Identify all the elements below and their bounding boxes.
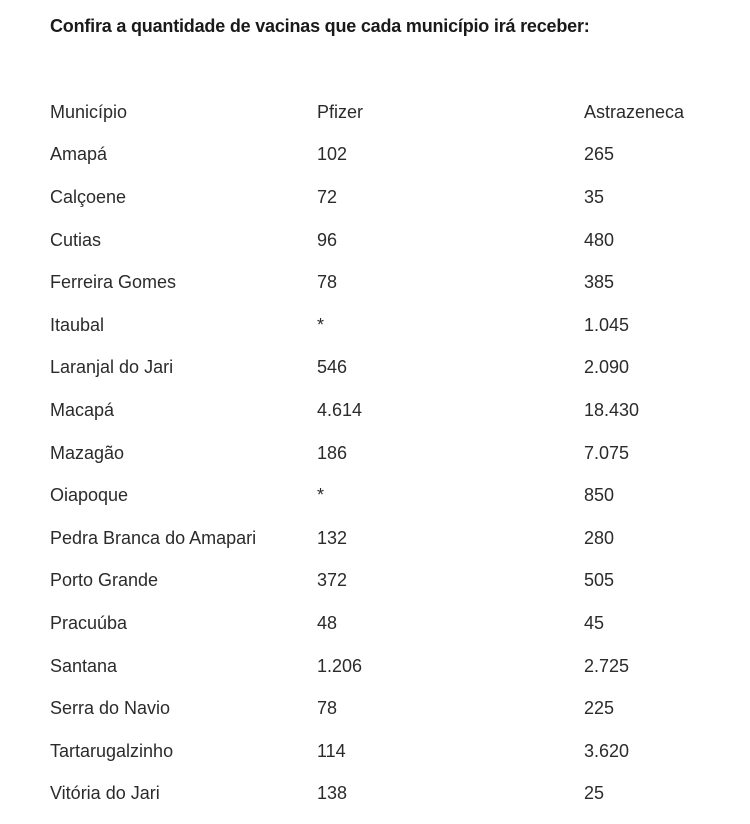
cell-municipio: Serra do Navio — [50, 698, 171, 719]
cell-municipio: Vitória do Jari — [50, 783, 160, 804]
table-row — [50, 602, 730, 645]
cell-pfizer: 78 — [317, 272, 338, 293]
table-row — [50, 474, 730, 517]
header-astrazeneca: Astrazeneca — [584, 101, 685, 122]
cell-municipio: Amapá — [50, 144, 108, 165]
cell-pfizer: 96 — [317, 229, 338, 250]
cell-pfizer: 186 — [317, 442, 348, 463]
header-pfizer: Pfizer — [317, 101, 364, 122]
cell-astrazeneca: 280 — [584, 527, 615, 548]
cell-pfizer: 546 — [317, 357, 348, 378]
table-row — [50, 134, 730, 177]
cell-pfizer: 102 — [317, 144, 348, 165]
table-row — [50, 389, 730, 432]
cell-astrazeneca: 265 — [584, 144, 615, 165]
cell-municipio: Macapá — [50, 399, 115, 420]
cell-pfizer: 48 — [317, 612, 338, 633]
header-municipio: Município — [50, 101, 128, 122]
table-body — [50, 134, 730, 816]
table-header-row — [50, 91, 730, 134]
table-row — [50, 219, 730, 262]
cell-municipio: Tartarugalzinho — [50, 740, 174, 761]
cell-pfizer: 138 — [317, 783, 348, 804]
cell-astrazeneca: 18.430 — [584, 399, 640, 420]
cell-municipio: Ferreira Gomes — [50, 272, 177, 293]
table-row — [50, 261, 730, 304]
cell-astrazeneca: 850 — [584, 485, 615, 506]
cell-pfizer: 114 — [317, 740, 346, 761]
cell-astrazeneca: 225 — [584, 698, 615, 719]
cell-pfizer: 132 — [317, 527, 348, 548]
cell-astrazeneca: 385 — [584, 272, 615, 293]
cell-pfizer: * — [317, 485, 325, 506]
cell-pfizer: 72 — [317, 186, 338, 207]
table-row — [50, 176, 730, 219]
cell-pfizer: * — [317, 314, 325, 335]
cell-municipio: Pracuúba — [50, 612, 128, 633]
table-row — [50, 687, 730, 730]
cell-municipio: Porto Grande — [50, 570, 159, 591]
cell-astrazeneca: 3.620 — [584, 740, 630, 761]
table-row — [50, 773, 730, 816]
cell-astrazeneca: 480 — [584, 229, 615, 250]
cell-astrazeneca: 35 — [584, 186, 605, 207]
cell-pfizer: 78 — [317, 698, 338, 719]
vaccine-distribution-table — [50, 91, 730, 815]
cell-municipio: Laranjal do Jari — [50, 357, 174, 378]
table-row — [50, 347, 730, 390]
page-heading: Confira a quantidade de vacinas que cada município irá receber: — [50, 16, 590, 36]
cell-municipio: Oiapoque — [50, 485, 129, 506]
cell-municipio: Pedra Branca do Amapari — [50, 527, 257, 548]
table-row — [50, 730, 730, 773]
cell-astrazeneca: 25 — [584, 783, 605, 804]
cell-astrazeneca: 1.045 — [584, 314, 630, 335]
cell-pfizer: 4.614 — [317, 399, 363, 420]
table-row — [50, 560, 730, 603]
table-row — [50, 432, 730, 475]
cell-pfizer: 372 — [317, 570, 348, 591]
table-row — [50, 645, 730, 688]
cell-municipio: Calçoene — [50, 186, 127, 207]
table-row — [50, 304, 730, 347]
cell-pfizer: 1.206 — [317, 655, 363, 676]
cell-astrazeneca: 7.075 — [584, 442, 630, 463]
cell-municipio: Mazagão — [50, 442, 125, 463]
cell-astrazeneca: 505 — [584, 570, 615, 591]
cell-municipio: Itaubal — [50, 314, 105, 335]
cell-astrazeneca: 2.090 — [584, 357, 630, 378]
cell-municipio: Santana — [50, 655, 118, 676]
cell-astrazeneca: 45 — [584, 612, 605, 633]
cell-astrazeneca: 2.725 — [584, 655, 630, 676]
cell-municipio: Cutias — [50, 229, 102, 250]
table-row — [50, 517, 730, 560]
